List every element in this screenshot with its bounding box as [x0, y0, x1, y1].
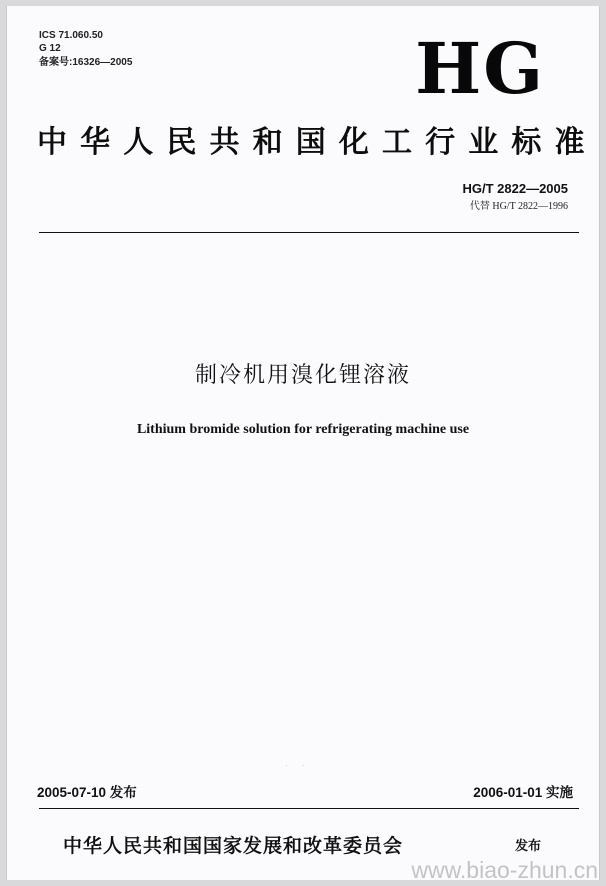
publisher-name: 中华人民共和国国家发展和改革委员会: [63, 835, 404, 857]
implementation-date: 2006-01-01 实施: [473, 785, 573, 800]
document-page: [6, 6, 600, 880]
replaces-standard: 代替 HG/T 2822—1996: [469, 201, 568, 212]
watermark: www.biao-zhun.cn: [411, 857, 598, 883]
hg-logo: HG: [415, 27, 545, 110]
standard-number: HG/T 2822—2005: [462, 181, 568, 196]
ics-code: ICS 71.060.50: [39, 30, 103, 41]
filing-number: 备案号:16326—2005: [39, 57, 133, 68]
issue-date: 2005-07-10 发布: [37, 785, 137, 800]
bottom-divider: [39, 808, 579, 809]
scan-speck: · ·: [285, 761, 311, 770]
publisher-suffix: 发布: [515, 839, 542, 854]
standard-category-title: 中华人民共和国化工行业标准: [37, 125, 585, 160]
top-divider: [39, 232, 579, 233]
document-title-english: Lithium bromide solution for refrigerating machine use: [136, 422, 470, 437]
document-title-chinese: 制冷机用溴化锂溶液: [194, 363, 411, 388]
ccs-code: G 12: [39, 43, 61, 54]
